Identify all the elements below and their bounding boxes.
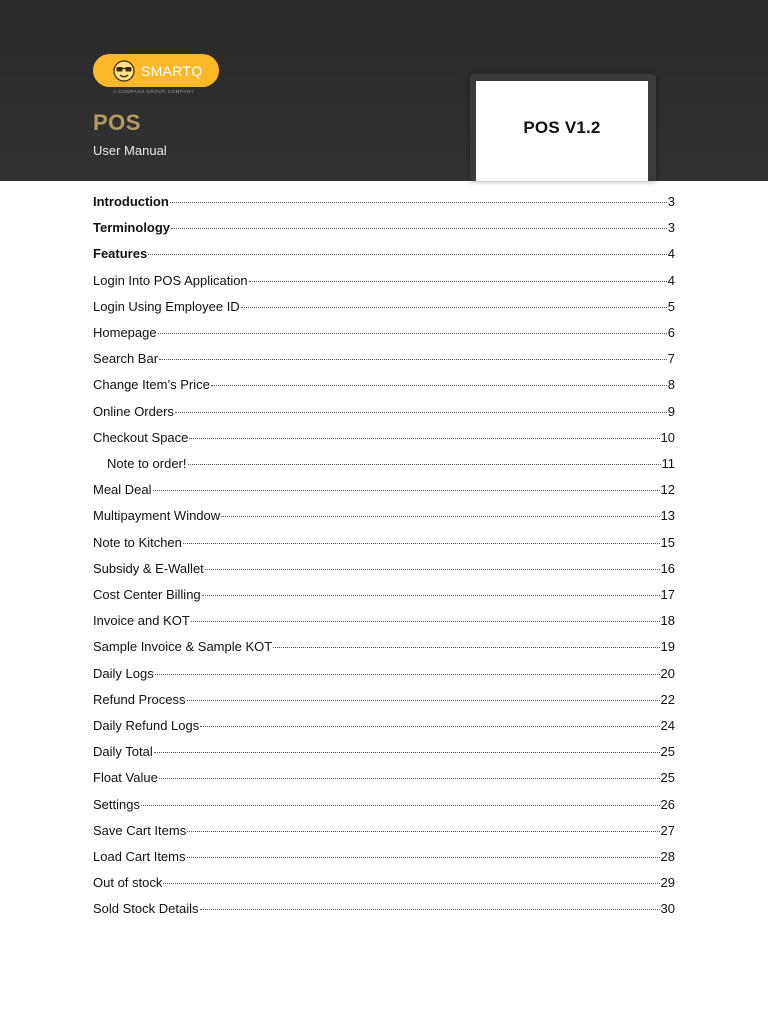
dot-leader bbox=[249, 281, 667, 282]
toc-entry-page-number: 27 bbox=[660, 822, 675, 838]
toc-entry-label: Cost Center Billing bbox=[93, 587, 201, 602]
toc-entry-page-number: 10 bbox=[660, 429, 675, 445]
toc-entry-page-number: 19 bbox=[660, 639, 675, 655]
dot-leader bbox=[200, 909, 660, 910]
toc-entry-label: Invoice and KOT bbox=[93, 613, 190, 629]
dot-leader bbox=[211, 385, 667, 386]
toc-entry-page-number: 24 bbox=[660, 718, 675, 733]
toc-entry-page-number: 16 bbox=[660, 560, 675, 576]
smiley-glasses-icon bbox=[113, 60, 135, 82]
dot-leader bbox=[148, 254, 667, 255]
dot-leader bbox=[163, 883, 659, 884]
dot-leader bbox=[221, 516, 659, 517]
toc-entry-label: Save Cart Items bbox=[93, 822, 187, 838]
dot-leader bbox=[158, 333, 667, 334]
toc-entry[interactable] bbox=[93, 770, 675, 792]
toc-entry[interactable] bbox=[93, 613, 675, 635]
toc-entry-label: Daily Refund Logs bbox=[93, 718, 200, 733]
toc-entry[interactable] bbox=[93, 639, 675, 661]
toc-entry-label: Out of stock bbox=[93, 875, 163, 891]
toc-entry-page-number: 13 bbox=[660, 508, 675, 524]
toc-entry[interactable] bbox=[93, 718, 675, 740]
dot-leader bbox=[187, 857, 660, 858]
toc-entry-page-number: 3 bbox=[667, 220, 675, 236]
toc-entry-page-number: 26 bbox=[660, 796, 675, 812]
toc-entry-label: Sample Invoice & Sample KOT bbox=[93, 639, 273, 655]
version-label: POS V1.2 bbox=[523, 118, 601, 137]
toc-entry[interactable] bbox=[93, 692, 675, 714]
dot-leader bbox=[241, 307, 667, 308]
logo-tagline: A COMPASS GROUP COMPANY bbox=[113, 89, 195, 94]
toc-entry-label: Change Item’s Price bbox=[93, 377, 210, 393]
dot-leader bbox=[187, 831, 659, 832]
toc-entry-label: Homepage bbox=[93, 325, 157, 340]
toc-entry[interactable] bbox=[93, 744, 675, 766]
toc-entry[interactable] bbox=[93, 823, 675, 845]
toc-entry-label: Daily Logs bbox=[93, 665, 154, 681]
toc-entry-label: Float Value bbox=[93, 770, 158, 786]
dot-leader bbox=[273, 647, 659, 648]
toc-entry-page-number: 20 bbox=[660, 665, 675, 681]
toc-entry[interactable] bbox=[93, 535, 675, 557]
document-title: POS bbox=[93, 110, 141, 135]
toc-entry-page-number: 9 bbox=[667, 403, 675, 419]
toc-entry-page-number: 5 bbox=[667, 298, 675, 314]
toc-entry-label: Sold Stock Details bbox=[93, 901, 199, 917]
toc-entry-label: Online Orders bbox=[93, 403, 174, 419]
toc-entry-label: Features bbox=[93, 246, 148, 262]
toc-entry[interactable] bbox=[93, 797, 675, 819]
dot-leader bbox=[187, 700, 660, 701]
toc-entry[interactable] bbox=[93, 377, 675, 399]
toc-entry-label: Refund Process bbox=[93, 691, 186, 707]
toc-entry[interactable] bbox=[93, 561, 675, 583]
dot-leader bbox=[141, 805, 660, 806]
dot-leader bbox=[189, 438, 659, 439]
toc-entry-label: Meal Deal bbox=[93, 482, 152, 498]
toc-entry-label: Note to Kitchen bbox=[93, 534, 182, 550]
dot-leader bbox=[170, 202, 667, 203]
dot-leader bbox=[153, 490, 660, 491]
dot-leader bbox=[159, 778, 660, 779]
toc-entry-label: Login Into POS Application bbox=[93, 272, 248, 288]
toc-entry[interactable] bbox=[93, 273, 675, 295]
toc-entry-page-number: 30 bbox=[660, 901, 675, 917]
toc-entry-label: Terminology bbox=[93, 220, 171, 236]
dot-leader bbox=[155, 674, 660, 675]
toc-entry-page-number: 4 bbox=[667, 272, 675, 288]
dot-leader bbox=[188, 464, 661, 465]
toc-entry[interactable] bbox=[93, 849, 675, 871]
toc-entry-page-number: 22 bbox=[660, 691, 675, 707]
toc-entry-page-number: 17 bbox=[660, 587, 675, 602]
toc-entry-label: Checkout Space bbox=[93, 429, 189, 445]
toc-entry-label: Introduction bbox=[93, 194, 169, 209]
dot-leader bbox=[171, 228, 667, 229]
toc-entry-page-number: 12 bbox=[660, 482, 675, 498]
toc-entry[interactable] bbox=[93, 901, 675, 923]
dot-leader bbox=[191, 621, 660, 622]
dot-leader bbox=[154, 752, 660, 753]
toc-entry[interactable] bbox=[93, 194, 675, 216]
toc-entry-page-number: 11 bbox=[661, 456, 675, 471]
toc-entry[interactable] bbox=[93, 875, 675, 897]
toc-entry-label: Settings bbox=[93, 796, 140, 812]
dot-leader bbox=[202, 595, 660, 596]
toc-entry-page-number: 4 bbox=[667, 246, 675, 262]
dot-leader bbox=[205, 569, 660, 570]
cover-header bbox=[0, 0, 768, 181]
toc-entry[interactable] bbox=[93, 351, 675, 373]
toc-entry[interactable] bbox=[93, 587, 675, 609]
toc-entry[interactable] bbox=[93, 404, 675, 426]
toc-entry[interactable] bbox=[93, 666, 675, 688]
dot-leader bbox=[183, 543, 660, 544]
toc-entry[interactable] bbox=[93, 325, 675, 347]
toc-entry-label: Note to order! bbox=[107, 456, 187, 471]
toc-entry[interactable] bbox=[93, 246, 675, 268]
device-screen bbox=[476, 81, 648, 181]
toc-entry-page-number: 25 bbox=[660, 770, 675, 786]
toc-entry[interactable] bbox=[93, 430, 675, 452]
dot-leader bbox=[175, 412, 667, 413]
toc-entry-label: Login Using Employee ID bbox=[93, 298, 240, 314]
toc-entry-page-number: 28 bbox=[660, 849, 675, 864]
dot-leader bbox=[200, 726, 659, 727]
toc-entry[interactable] bbox=[93, 299, 675, 321]
toc-entry-page-number: 6 bbox=[667, 325, 675, 340]
toc-entry-page-number: 25 bbox=[660, 744, 675, 760]
toc-entry-label: Subsidy & E-Wallet bbox=[93, 560, 204, 576]
toc-entry-page-number: 7 bbox=[667, 351, 675, 367]
document-subtitle: User Manual bbox=[93, 143, 167, 158]
dot-leader bbox=[159, 359, 667, 360]
toc-entry-page-number: 18 bbox=[660, 613, 675, 629]
toc-entry-page-number: 15 bbox=[660, 534, 675, 550]
toc-entry[interactable] bbox=[93, 482, 675, 504]
toc-entry-label: Load Cart Items bbox=[93, 849, 186, 864]
toc-entry-page-number: 3 bbox=[667, 194, 675, 209]
logo-text: SMARTQ bbox=[141, 62, 203, 79]
toc-entry-label: Multipayment Window bbox=[93, 508, 221, 524]
toc-entry-page-number: 8 bbox=[667, 377, 675, 393]
toc-entry[interactable] bbox=[93, 220, 675, 242]
toc-entry-label: Search Bar bbox=[93, 351, 159, 367]
toc-entry-page-number: 29 bbox=[660, 875, 675, 891]
toc-entry[interactable] bbox=[93, 508, 675, 530]
toc-entry-label: Daily Total bbox=[93, 744, 153, 760]
toc-entry[interactable] bbox=[93, 456, 675, 478]
smartq-logo bbox=[93, 54, 219, 87]
